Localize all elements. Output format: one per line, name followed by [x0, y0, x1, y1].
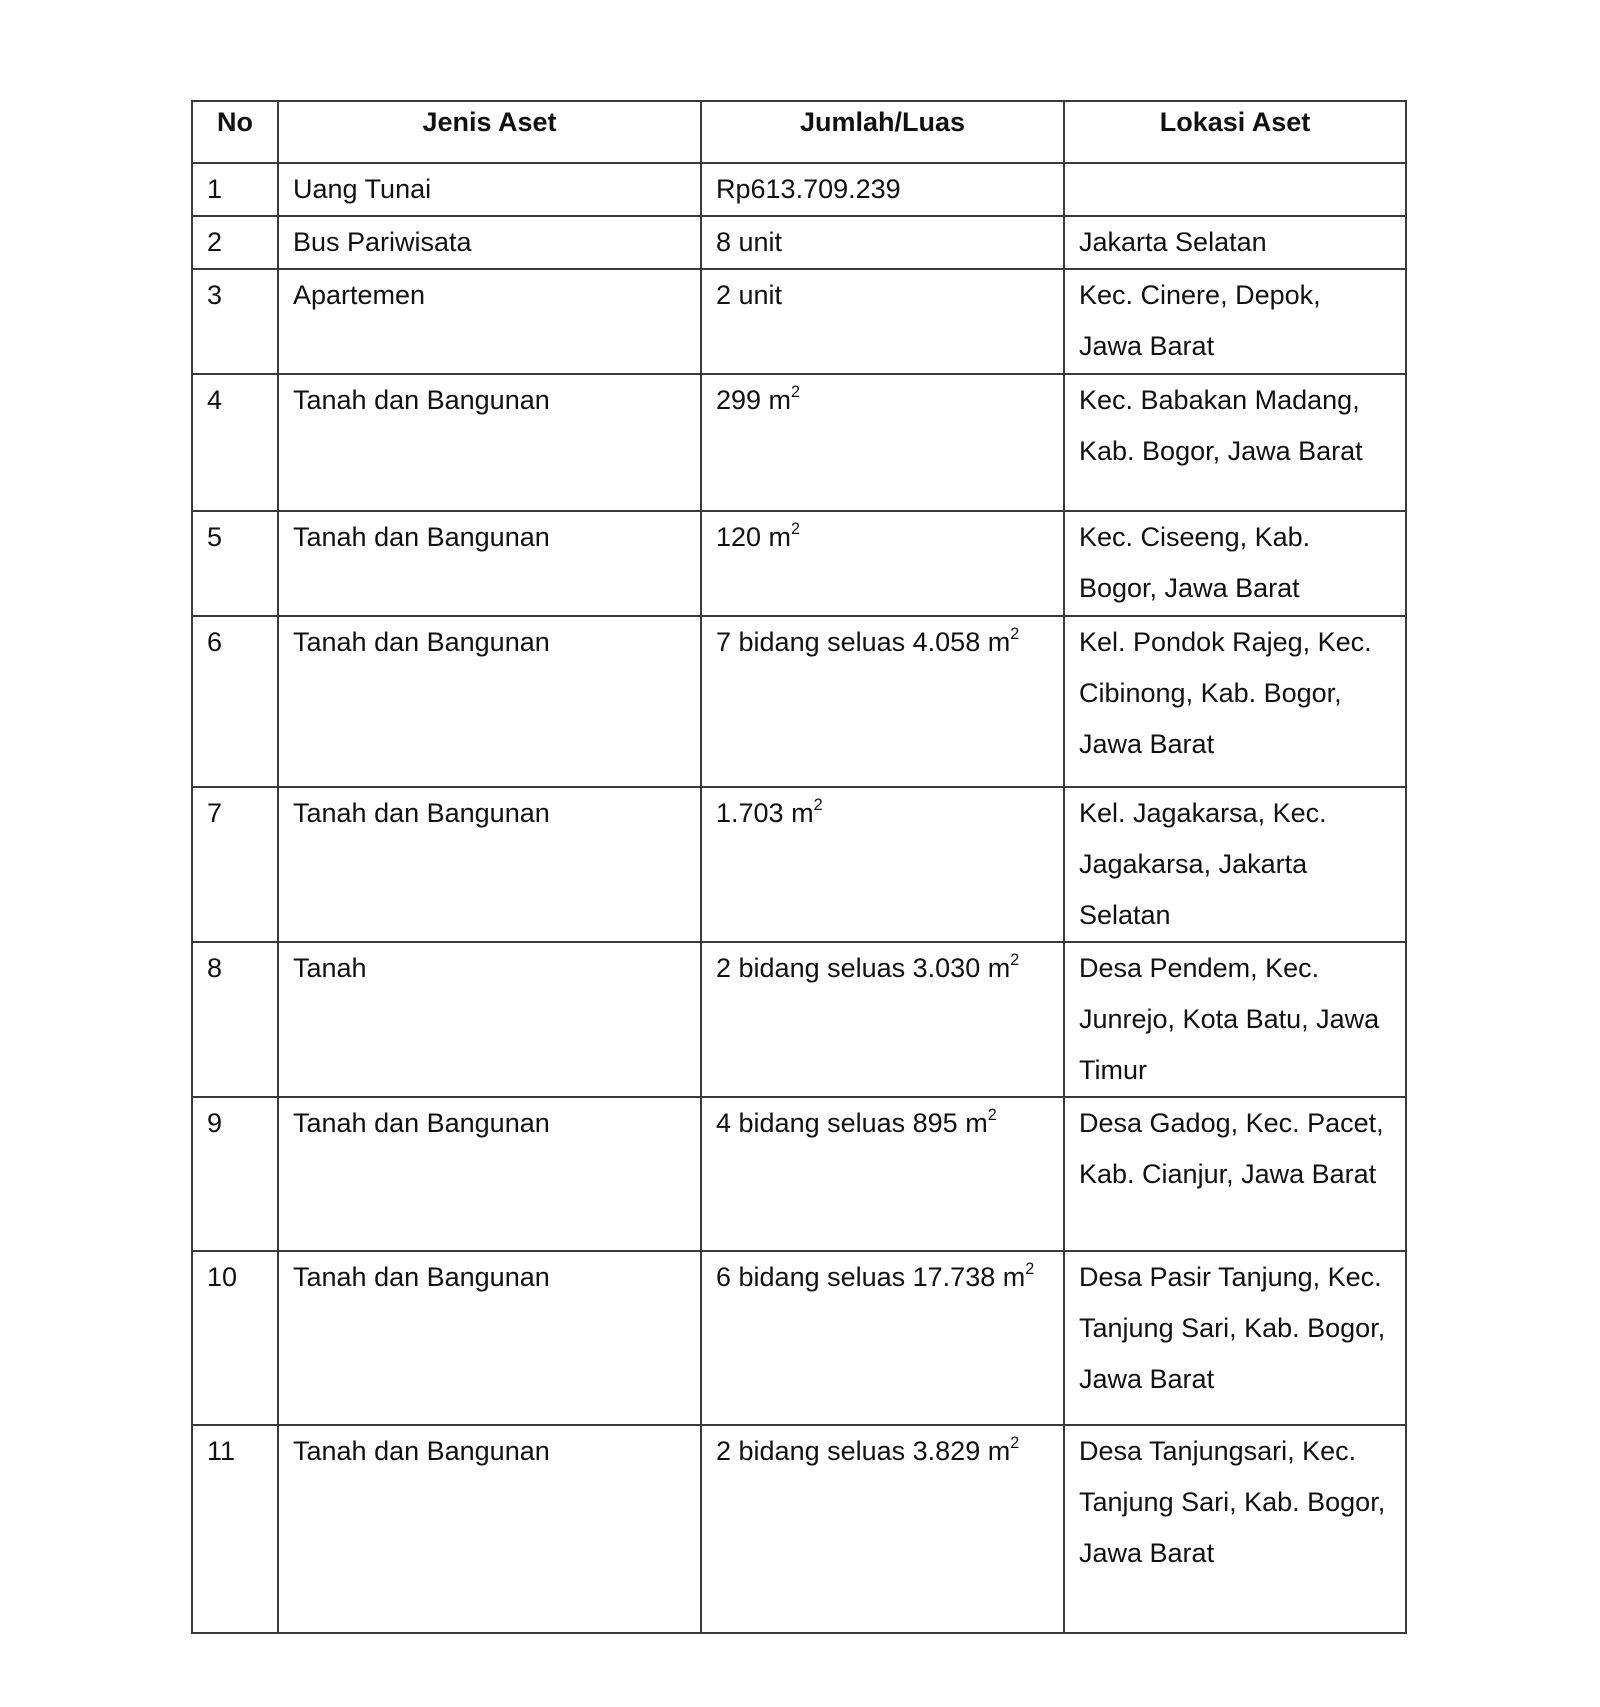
- cell-jenis-aset: Tanah dan Bangunan: [278, 1251, 701, 1425]
- cell-lokasi-aset: Kec. Ciseeng, Kab. Bogor, Jawa Barat: [1064, 511, 1406, 616]
- table-row: [192, 1097, 1406, 1251]
- cell-lokasi-aset: [1064, 163, 1406, 216]
- cell-lokasi-aset: Kel. Pondok Rajeg, Kec. Cibinong, Kab. Bogor, Jawa Barat: [1064, 616, 1406, 787]
- jumlah-superscript: 2: [1010, 950, 1020, 969]
- cell-lokasi-aset: Kel. Jagakarsa, Kec. Jagakarsa, Jakarta Selatan: [1064, 787, 1406, 942]
- jumlah-value: 8 unit: [716, 227, 783, 257]
- table-row: [192, 1251, 1406, 1425]
- jumlah-superscript: 2: [791, 382, 801, 401]
- jumlah-value: Rp613.709.239: [716, 174, 901, 204]
- jumlah-value: 2 bidang seluas 3.030 m: [716, 953, 1011, 983]
- header-lokasi-aset: Lokasi Aset: [1064, 101, 1406, 163]
- table-row: [192, 511, 1406, 616]
- table-header-row: [192, 101, 1406, 163]
- jumlah-superscript: 2: [791, 519, 801, 538]
- cell-no: 7: [192, 787, 278, 942]
- cell-jenis-aset: Apartemen: [278, 269, 701, 374]
- jumlah-value: 2 bidang seluas 3.829 m: [716, 1436, 1011, 1466]
- cell-no: 10: [192, 1251, 278, 1425]
- jumlah-value: 7 bidang seluas 4.058 m: [716, 627, 1011, 657]
- asset-table: [191, 100, 1407, 1634]
- jumlah-superscript: 2: [1010, 624, 1020, 643]
- table-row: [192, 269, 1406, 374]
- cell-no: 3: [192, 269, 278, 374]
- jumlah-value: 4 bidang seluas 895 m: [716, 1108, 988, 1138]
- cell-jumlah-luas: [701, 374, 1064, 511]
- cell-jenis-aset: Tanah dan Bangunan: [278, 511, 701, 616]
- table-row: [192, 1425, 1406, 1633]
- cell-jenis-aset: Tanah dan Bangunan: [278, 374, 701, 511]
- cell-jumlah-luas: [701, 163, 1064, 216]
- cell-jumlah-luas: [701, 942, 1064, 1097]
- cell-lokasi-aset: Kec. Cinere, Depok, Jawa Barat: [1064, 269, 1406, 374]
- cell-jumlah-luas: [701, 787, 1064, 942]
- cell-jenis-aset: Bus Pariwisata: [278, 216, 701, 269]
- jumlah-superscript: 2: [1010, 1433, 1020, 1452]
- cell-jumlah-luas: [701, 511, 1064, 616]
- cell-no: 1: [192, 163, 278, 216]
- cell-jumlah-luas: [701, 616, 1064, 787]
- table-row: [192, 374, 1406, 511]
- cell-no: 6: [192, 616, 278, 787]
- header-jumlah-luas: Jumlah/Luas: [701, 101, 1064, 163]
- cell-no: 5: [192, 511, 278, 616]
- cell-lokasi-aset: Jakarta Selatan: [1064, 216, 1406, 269]
- cell-jumlah-luas: [701, 1097, 1064, 1251]
- cell-no: 11: [192, 1425, 278, 1633]
- table-row: [192, 216, 1406, 269]
- header-jenis-aset: Jenis Aset: [278, 101, 701, 163]
- cell-jumlah-luas: [701, 216, 1064, 269]
- jumlah-value: 2 unit: [716, 280, 783, 310]
- cell-lokasi-aset: Desa Tanjungsari, Kec. Tanjung Sari, Kab. Bogor, Jawa Barat: [1064, 1425, 1406, 1633]
- cell-lokasi-aset: Desa Pendem, Kec. Junrejo, Kota Batu, Jawa Timur: [1064, 942, 1406, 1097]
- jumlah-superscript: 2: [813, 795, 823, 814]
- jumlah-value: 299 m: [716, 385, 792, 415]
- table-row: [192, 163, 1406, 216]
- cell-no: 4: [192, 374, 278, 511]
- cell-jenis-aset: Tanah: [278, 942, 701, 1097]
- cell-jumlah-luas: [701, 1425, 1064, 1633]
- cell-jenis-aset: Tanah dan Bangunan: [278, 1425, 701, 1633]
- cell-lokasi-aset: Kec. Babakan Madang, Kab. Bogor, Jawa Barat: [1064, 374, 1406, 511]
- cell-no: 2: [192, 216, 278, 269]
- cell-jenis-aset: Tanah dan Bangunan: [278, 616, 701, 787]
- cell-lokasi-aset: Desa Pasir Tanjung, Kec. Tanjung Sari, Kab. Bogor, Jawa Barat: [1064, 1251, 1406, 1425]
- table-row: [192, 787, 1406, 942]
- cell-no: 9: [192, 1097, 278, 1251]
- table-row: [192, 942, 1406, 1097]
- cell-no: 8: [192, 942, 278, 1097]
- cell-jumlah-luas: [701, 269, 1064, 374]
- table-row: [192, 616, 1406, 787]
- cell-jumlah-luas: [701, 1251, 1064, 1425]
- header-no: No: [192, 101, 278, 163]
- jumlah-superscript: 2: [1025, 1259, 1035, 1278]
- cell-jenis-aset: Tanah dan Bangunan: [278, 787, 701, 942]
- cell-jenis-aset: Tanah dan Bangunan: [278, 1097, 701, 1251]
- cell-jenis-aset: Uang Tunai: [278, 163, 701, 216]
- jumlah-value: 120 m: [716, 522, 792, 552]
- jumlah-superscript: 2: [987, 1105, 997, 1124]
- jumlah-value: 6 bidang seluas 17.738 m: [716, 1262, 1026, 1292]
- jumlah-value: 1.703 m: [716, 798, 814, 828]
- cell-lokasi-aset: Desa Gadog, Kec. Pacet, Kab. Cianjur, Jawa Barat: [1064, 1097, 1406, 1251]
